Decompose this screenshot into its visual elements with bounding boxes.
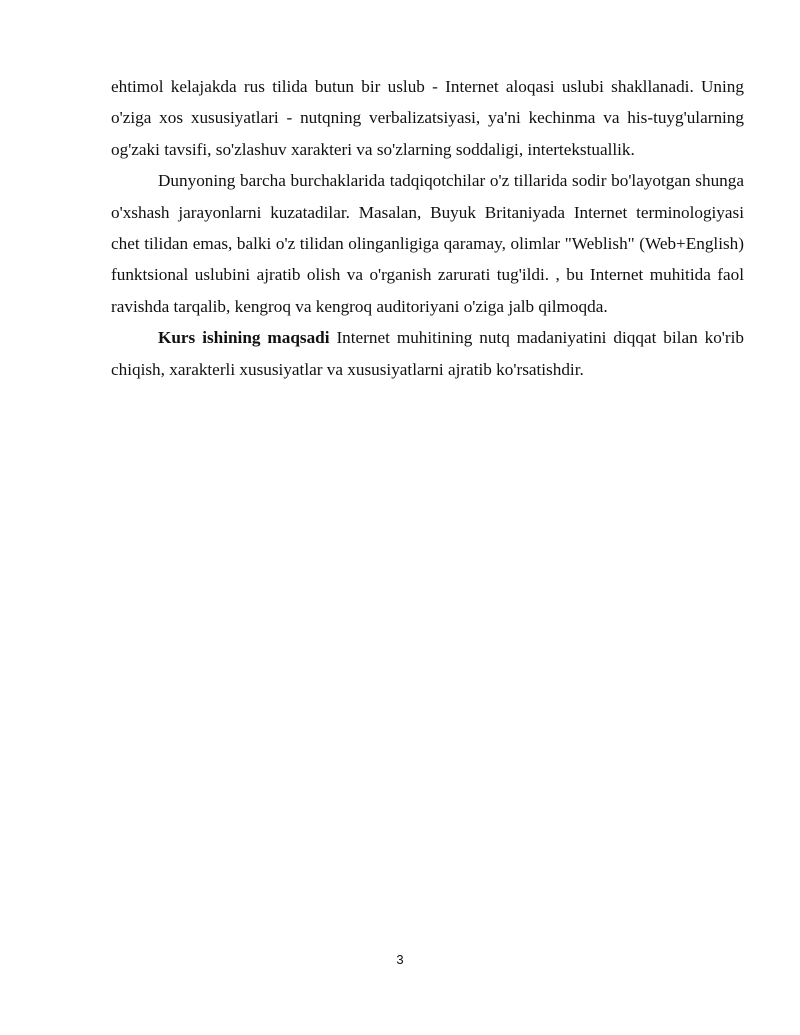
paragraph-3 — [111, 322, 744, 385]
paragraph-1: ehtimol kelajakda rus tilida butun bir uslub - Internet aloqasi uslubi shakllanadi. Uning o'ziga xos xususiyatlari - nutqning verbalizatsiyasi, ya'ni kechinma va his-tuyg'ularning og'zaki tavsifi, so'zlashuv xarakteri va so'zlarning soddaligi, intertekstuallik. — [111, 77, 744, 159]
paragraph-3-heading: Kurs ishining maqsadi — [158, 328, 330, 348]
paragraph-2: Dunyoning barcha burchaklarida tadqiqotchilar o'z tillarida sodir bo'layotgan shunga o'xshash jarayonlarni kuzatadilar. Masalan, Buyuk Britaniyada Internet terminologiyasi chet tilidan emas, balki o'z tilidan olinganligiga qaramay, olimlar "Weblish" (Web+English) funktsional uslubini ajratib olish va o'rganish zarurati tug'ildi. , bu Internet muhitida faol ravishda tarqalib, kengroq va kengroq auditoriyani o'ziga jalb qilmoqda. — [111, 171, 744, 316]
document-body — [111, 71, 744, 385]
paragraph-3-text: Internet muhitining nutq madaniyatini diqqat bilan ko'rib chiqish, xarakterli xususiyatlar va xususiyatlarni ajratib ko'rsatishdir. — [111, 328, 744, 379]
page-number: 3 — [396, 952, 404, 967]
